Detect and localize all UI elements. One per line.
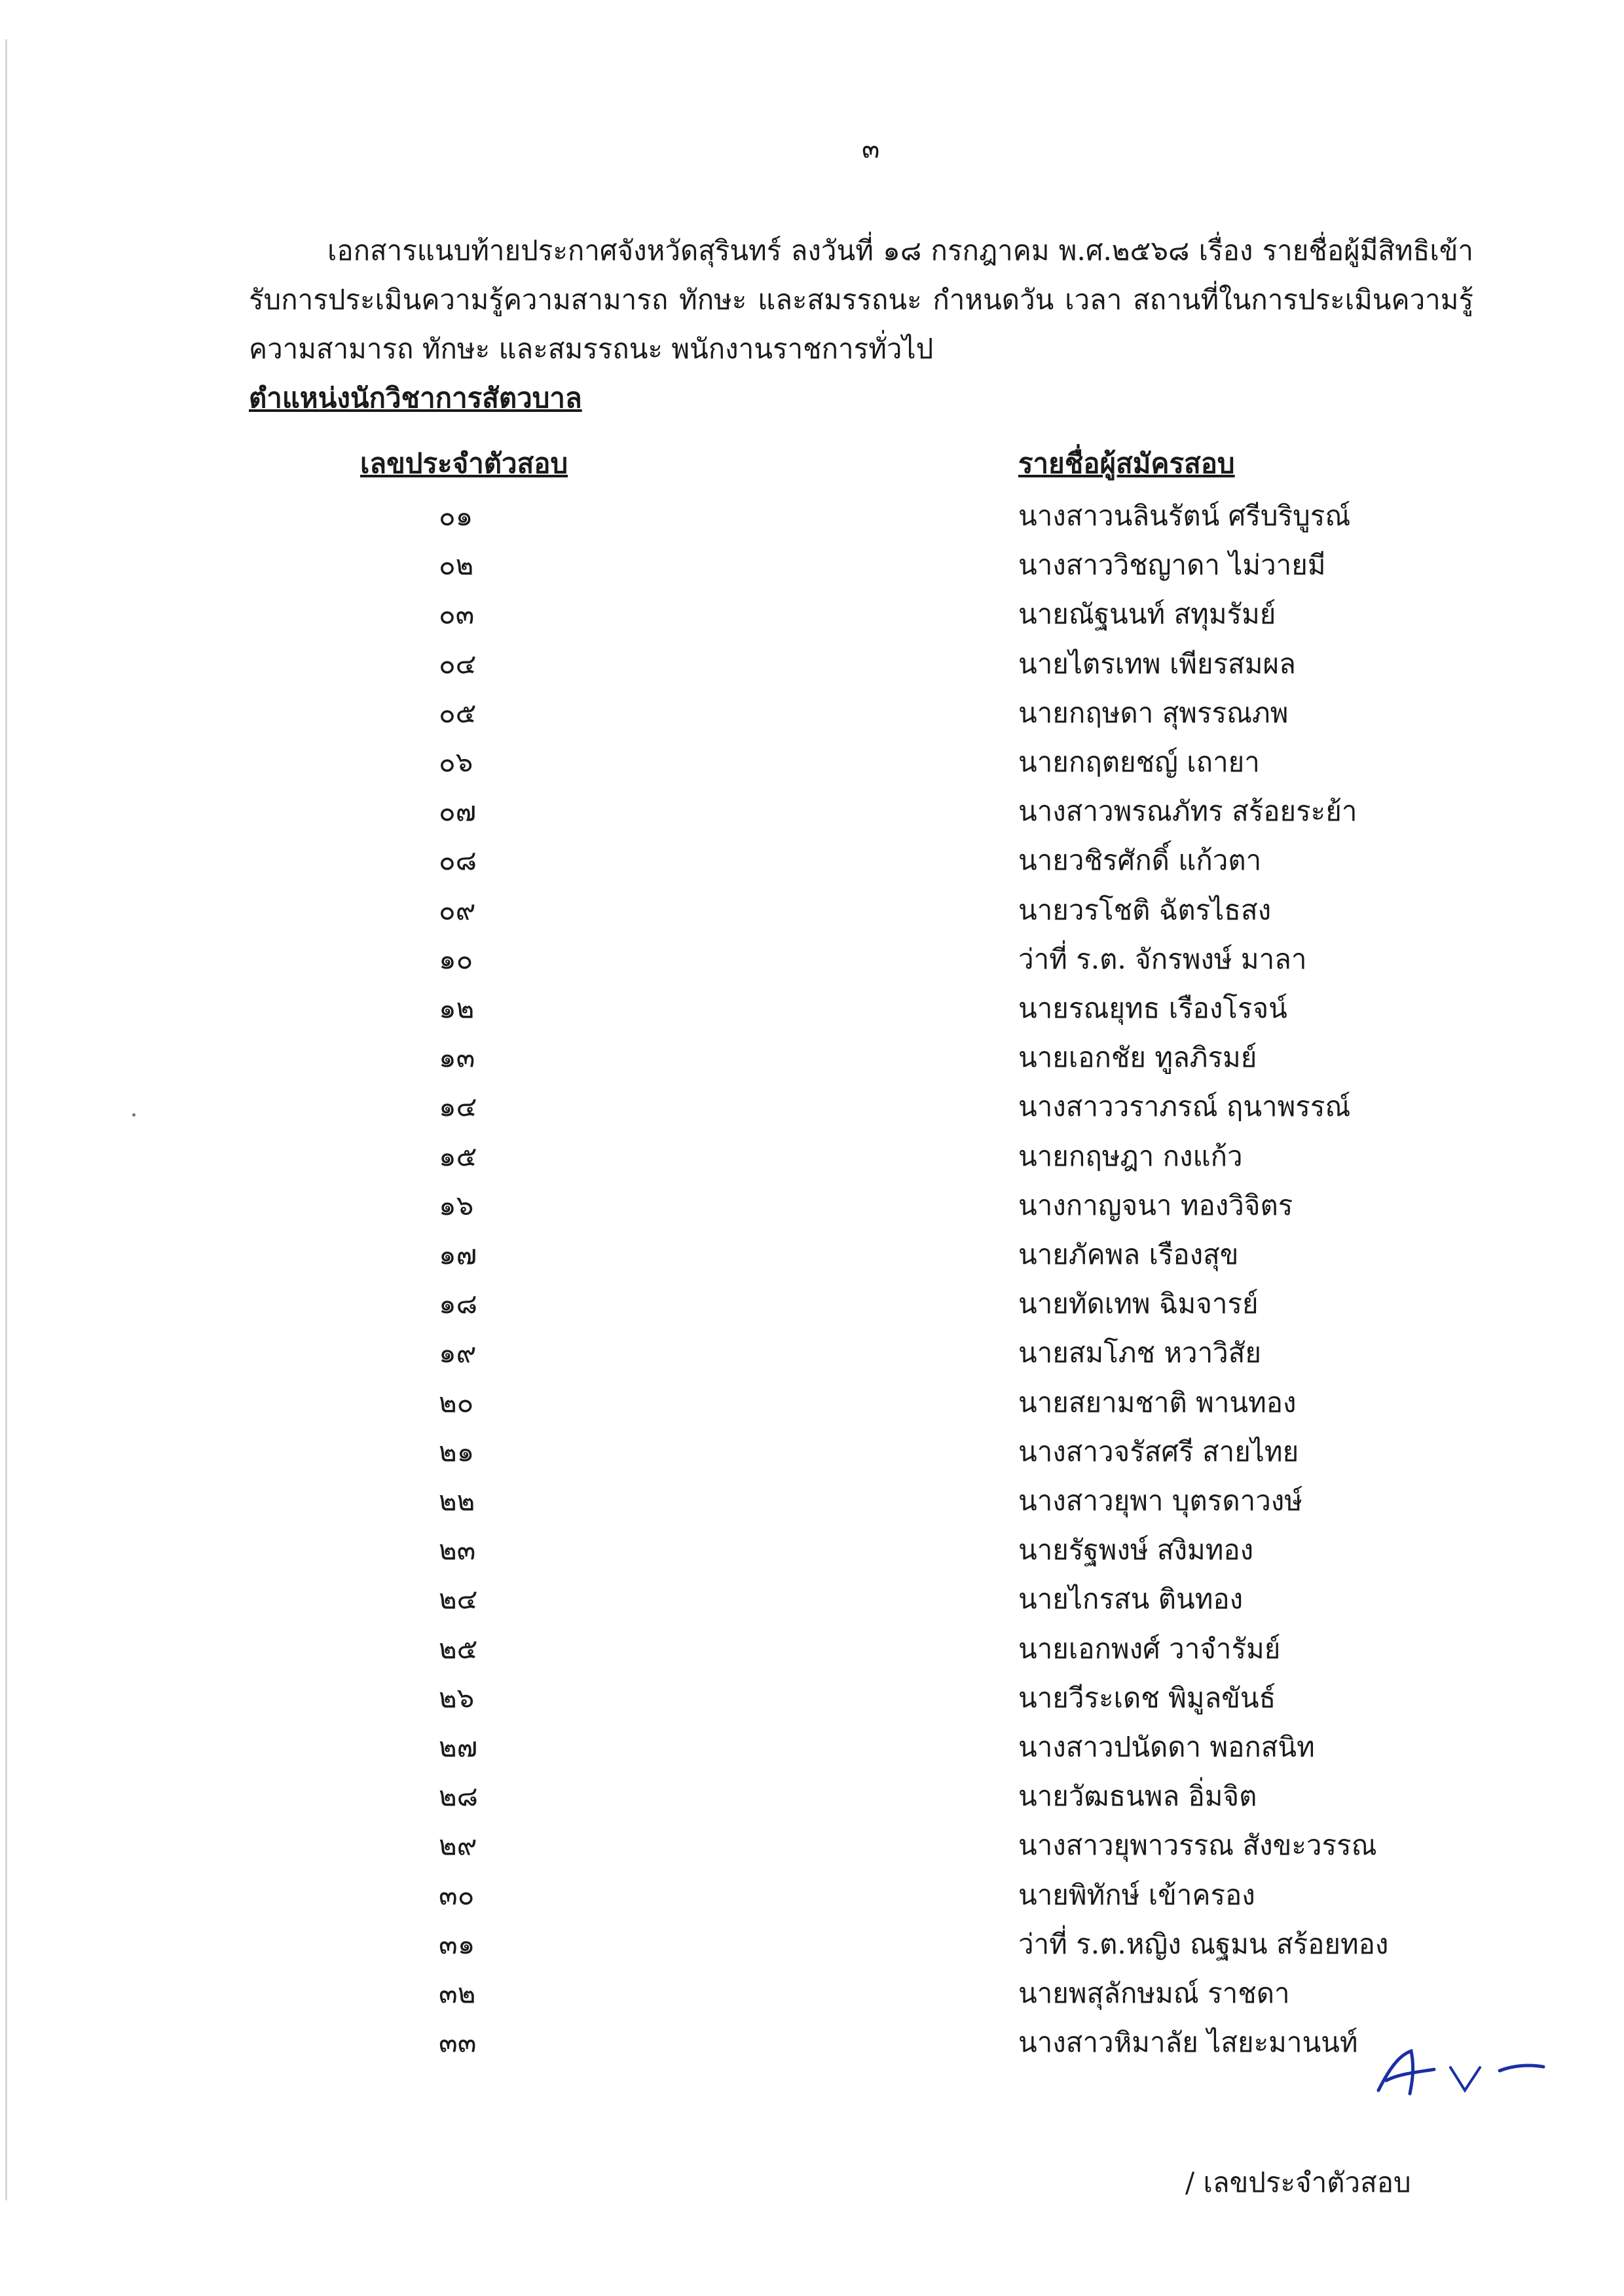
candidate-row: [0, 544, 1624, 593]
candidate-name: นางสาววราภรณ์ ฤนาพรรณ์: [1018, 1090, 1351, 1123]
exam-number: ๐๙: [439, 893, 476, 926]
candidate-row: [0, 642, 1624, 692]
candidate-name: นายไตรเทพ เพียรสมผล: [1018, 647, 1296, 680]
candidate-row: [0, 692, 1624, 741]
exam-number: ๐๘: [439, 844, 477, 877]
candidate-name: นายสยามชาติ พานทอง: [1018, 1386, 1297, 1418]
candidate-name: นายภัคพล เรืองสุข: [1018, 1238, 1239, 1270]
candidate-name: นายสมโภช หวาวิสัย: [1018, 1337, 1262, 1369]
signature: [1372, 2038, 1549, 2110]
exam-number: ๐๗: [439, 795, 477, 828]
exam-number: ๒๕: [439, 1632, 478, 1665]
position-title: ตำแหน่งนักวิชาการสัตวบาล: [249, 382, 582, 414]
exam-number: ๑๓: [439, 1041, 475, 1074]
candidate-row: [0, 987, 1624, 1036]
candidate-name: นางสาวนลินรัตน์ ศรีบริบูรณ์: [1018, 500, 1351, 532]
candidate-name: นางสาวปนัดดา พอกสนิท: [1018, 1731, 1315, 1763]
candidate-name: นายทัดเทพ ฉิมจารย์: [1018, 1287, 1259, 1320]
exam-number: ๐๖: [439, 746, 473, 778]
candidate-row: [0, 1135, 1624, 1184]
candidate-name: นายไกรสน ตินทอง: [1018, 1583, 1244, 1616]
exam-number: ๐๓: [439, 598, 475, 631]
candidate-name: นางสาวหิมาลัย ไสยะมานนท์: [1018, 2026, 1358, 2059]
exam-number: ๑๘: [439, 1287, 478, 1320]
candidate-row: [0, 494, 1624, 544]
exam-number: ๑๐: [439, 942, 473, 975]
candidate-name: นายเอกพงศ์ วาจำรัมย์: [1018, 1632, 1281, 1665]
exam-number: ๓๓: [439, 2026, 477, 2059]
candidate-row: [0, 889, 1624, 938]
candidate-name: นายกฤตยชญ์ เถายา: [1018, 746, 1260, 778]
exam-number: ๒๗: [439, 1731, 478, 1763]
candidate-name: นางสาวจรัสศรี สายไทย: [1018, 1435, 1299, 1468]
candidate-row: [0, 1726, 1624, 1775]
exam-number: ๓๒: [439, 1977, 476, 2009]
candidate-name: นายพิทักษ์ เข้าครอง: [1018, 1878, 1255, 1911]
column-header-exam-number: เลขประจำตัวสอบ: [360, 447, 568, 479]
candidate-row: [0, 790, 1624, 839]
continued-note: / เลขประจำตัวสอบ: [1185, 2166, 1411, 2198]
candidate-row: [0, 1627, 1624, 1676]
candidate-row: [0, 938, 1624, 987]
candidate-row: [0, 1233, 1624, 1282]
candidate-row: [0, 1972, 1624, 2021]
exam-number: ๒๖: [439, 1681, 475, 1714]
candidate-row: [0, 1824, 1624, 1873]
candidate-name: นายกฤษฎา กงแก้ว: [1018, 1139, 1243, 1172]
candidate-name: นางกาญจนา ทองวิจิตร: [1018, 1189, 1293, 1221]
candidate-name: นายณัฐนนท์ สทุมรัมย์: [1018, 598, 1276, 631]
candidate-name: ว่าที่ ร.ต.หญิง ณฐมน สร้อยทอง: [1018, 1927, 1389, 1960]
exam-number: ๒๓: [439, 1534, 476, 1566]
exam-number: ๒๑: [439, 1435, 475, 1468]
exam-number: ๐๑: [439, 500, 473, 532]
exam-number: ๑๙: [439, 1337, 477, 1369]
exam-number: ๐๕: [439, 696, 477, 729]
candidate-row: [0, 1676, 1624, 1726]
candidate-row: [0, 1528, 1624, 1578]
exam-number: ๒๘: [439, 1780, 479, 1813]
exam-number: ๓๑: [439, 1927, 475, 1960]
candidate-row: [0, 1874, 1624, 1923]
candidate-name: นางสาวยุพา บุตรดาวงษ์: [1018, 1485, 1302, 1517]
exam-number: ๑๕: [439, 1139, 477, 1172]
candidate-name: นายวีระเดช พิมูลขันธ์: [1018, 1681, 1276, 1714]
candidate-name: นายพสุลักษมณ์ ราชดา: [1018, 1977, 1290, 2009]
intro-paragraph: เอกสารแนบท้ายประกาศจังหวัดสุรินทร์ ลงวันที่ ๑๘ กรกฎาคม พ.ศ.๒๕๖๘ เรื่อง รายชื่อผู้มีสิทธิเข้ารับการประเมินความรู้ความสามารถ ทักษะ และสมรรถนะ กำหนดวัน เวลา สถานที่ในการประเมินความรู้ความสามารถ ทักษะ และสมรรถนะ พนักงานราชการทั่วไป: [249, 234, 1473, 365]
candidate-row: [0, 1085, 1624, 1134]
candidate-name: ว่าที่ ร.ต. จักรพงษ์ มาลา: [1018, 942, 1307, 975]
candidate-name: นายวรโชติ ฉัตรไธสง: [1018, 893, 1272, 926]
exam-number: ๒๙: [439, 1829, 477, 1862]
candidate-row: [0, 1775, 1624, 1824]
candidate-name: นายวัฒธนพล อิ่มจิต: [1018, 1780, 1257, 1813]
candidate-row: [0, 1479, 1624, 1528]
candidate-row: [0, 1430, 1624, 1479]
candidate-row: [0, 1282, 1624, 1331]
column-header-candidate-name: รายชื่อผู้สมัครสอบ: [1018, 447, 1235, 479]
candidate-name: นางสาววิชญาดา ไม่วายมี: [1018, 549, 1326, 582]
exam-number: ๑๗: [439, 1238, 477, 1270]
exam-number: ๐๔: [439, 647, 477, 680]
candidate-row: [0, 593, 1624, 642]
candidate-name: นายรัฐพงษ์ สงิมทอง: [1018, 1534, 1254, 1566]
candidate-row: [0, 1036, 1624, 1085]
candidate-row: [0, 839, 1624, 888]
candidate-name: นายเอกชัย ทูลภิรมย์: [1018, 1041, 1257, 1074]
candidate-row: [0, 1923, 1624, 1972]
candidate-name: นายกฤษดา สุพรรณภพ: [1018, 696, 1289, 729]
exam-number: ๒๒: [439, 1485, 475, 1517]
exam-number: ๒๔: [439, 1583, 478, 1616]
exam-number: ๐๒: [439, 549, 474, 582]
candidate-name: นางสาวพรณภัทร สร้อยระย้า: [1018, 795, 1357, 828]
exam-number: ๑๔: [439, 1090, 477, 1123]
candidate-row: [0, 1331, 1624, 1380]
candidate-name: นายวชิรศักดิ์ แก้วตา: [1018, 844, 1262, 877]
exam-number: ๓๐: [439, 1878, 475, 1911]
candidate-name: นางสาวยุพาวรรณ สังขะวรรณ: [1018, 1829, 1377, 1862]
candidate-row: [0, 741, 1624, 790]
candidate-row: [0, 1381, 1624, 1430]
exam-number: ๑๒: [439, 992, 475, 1024]
exam-number: ๑๖: [439, 1189, 474, 1221]
exam-number: ๒๐: [439, 1386, 474, 1418]
page-number: ๓: [862, 134, 880, 164]
candidate-name: นายรณยุทธ เรืองโรจน์: [1018, 992, 1287, 1024]
candidate-row: [0, 1184, 1624, 1233]
candidate-row: [0, 1578, 1624, 1627]
